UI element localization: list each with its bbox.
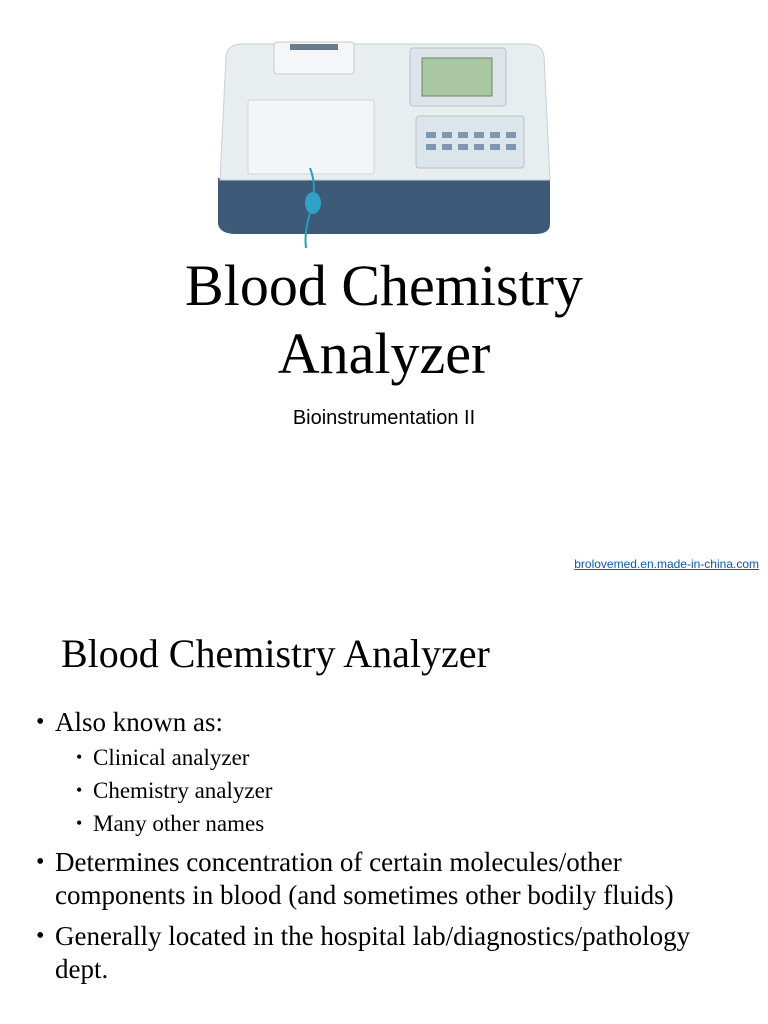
bullet-icon: • (76, 780, 83, 800)
bullet-icon: • (36, 923, 45, 949)
keypad-panel (416, 116, 524, 168)
bullet-item (0, 706, 768, 739)
sub-bullet-text: Many other names (93, 811, 265, 836)
image-source-link[interactable]: brolovemed.en.made-in-china.com (574, 557, 759, 571)
sub-bullet-item (0, 774, 768, 807)
sub-bullet-list (0, 741, 768, 840)
sample-door (248, 100, 374, 174)
bullet-text: Determines concentration of certain molecules/other components in blood (and sometimes other bodily fluids) (55, 847, 674, 910)
bullet-item (0, 920, 768, 986)
bullet-icon: • (36, 709, 45, 735)
content-slide (0, 590, 768, 1024)
lcd-screen (422, 58, 492, 96)
sub-bullet-text: Clinical analyzer (93, 745, 250, 770)
bullet-icon: • (36, 849, 45, 875)
sub-bullet-text: Chemistry analyzer (93, 778, 273, 803)
bullet-text: Also known as: (55, 707, 223, 737)
slide-title (0, 252, 768, 388)
slide-subtitle: Bioinstrumentation II (292, 407, 476, 429)
bullet-list (0, 706, 768, 994)
bullet-icon: • (76, 747, 83, 767)
slide-title-line-2: Analyzer (277, 321, 491, 386)
blood-chemistry-analyzer-image (210, 38, 555, 248)
sub-bullet-item (0, 807, 768, 840)
slide-title-line-1: Blood Chemistry (185, 253, 583, 318)
device-base (218, 178, 550, 234)
bullet-item (0, 846, 768, 912)
sub-bullet-item (0, 741, 768, 774)
slide-heading: Blood Chemistry Analyzer (61, 631, 490, 676)
bullet-text: Generally located in the hospital lab/diagnostics/pathology dept. (55, 921, 691, 984)
bullet-icon: • (76, 813, 83, 833)
